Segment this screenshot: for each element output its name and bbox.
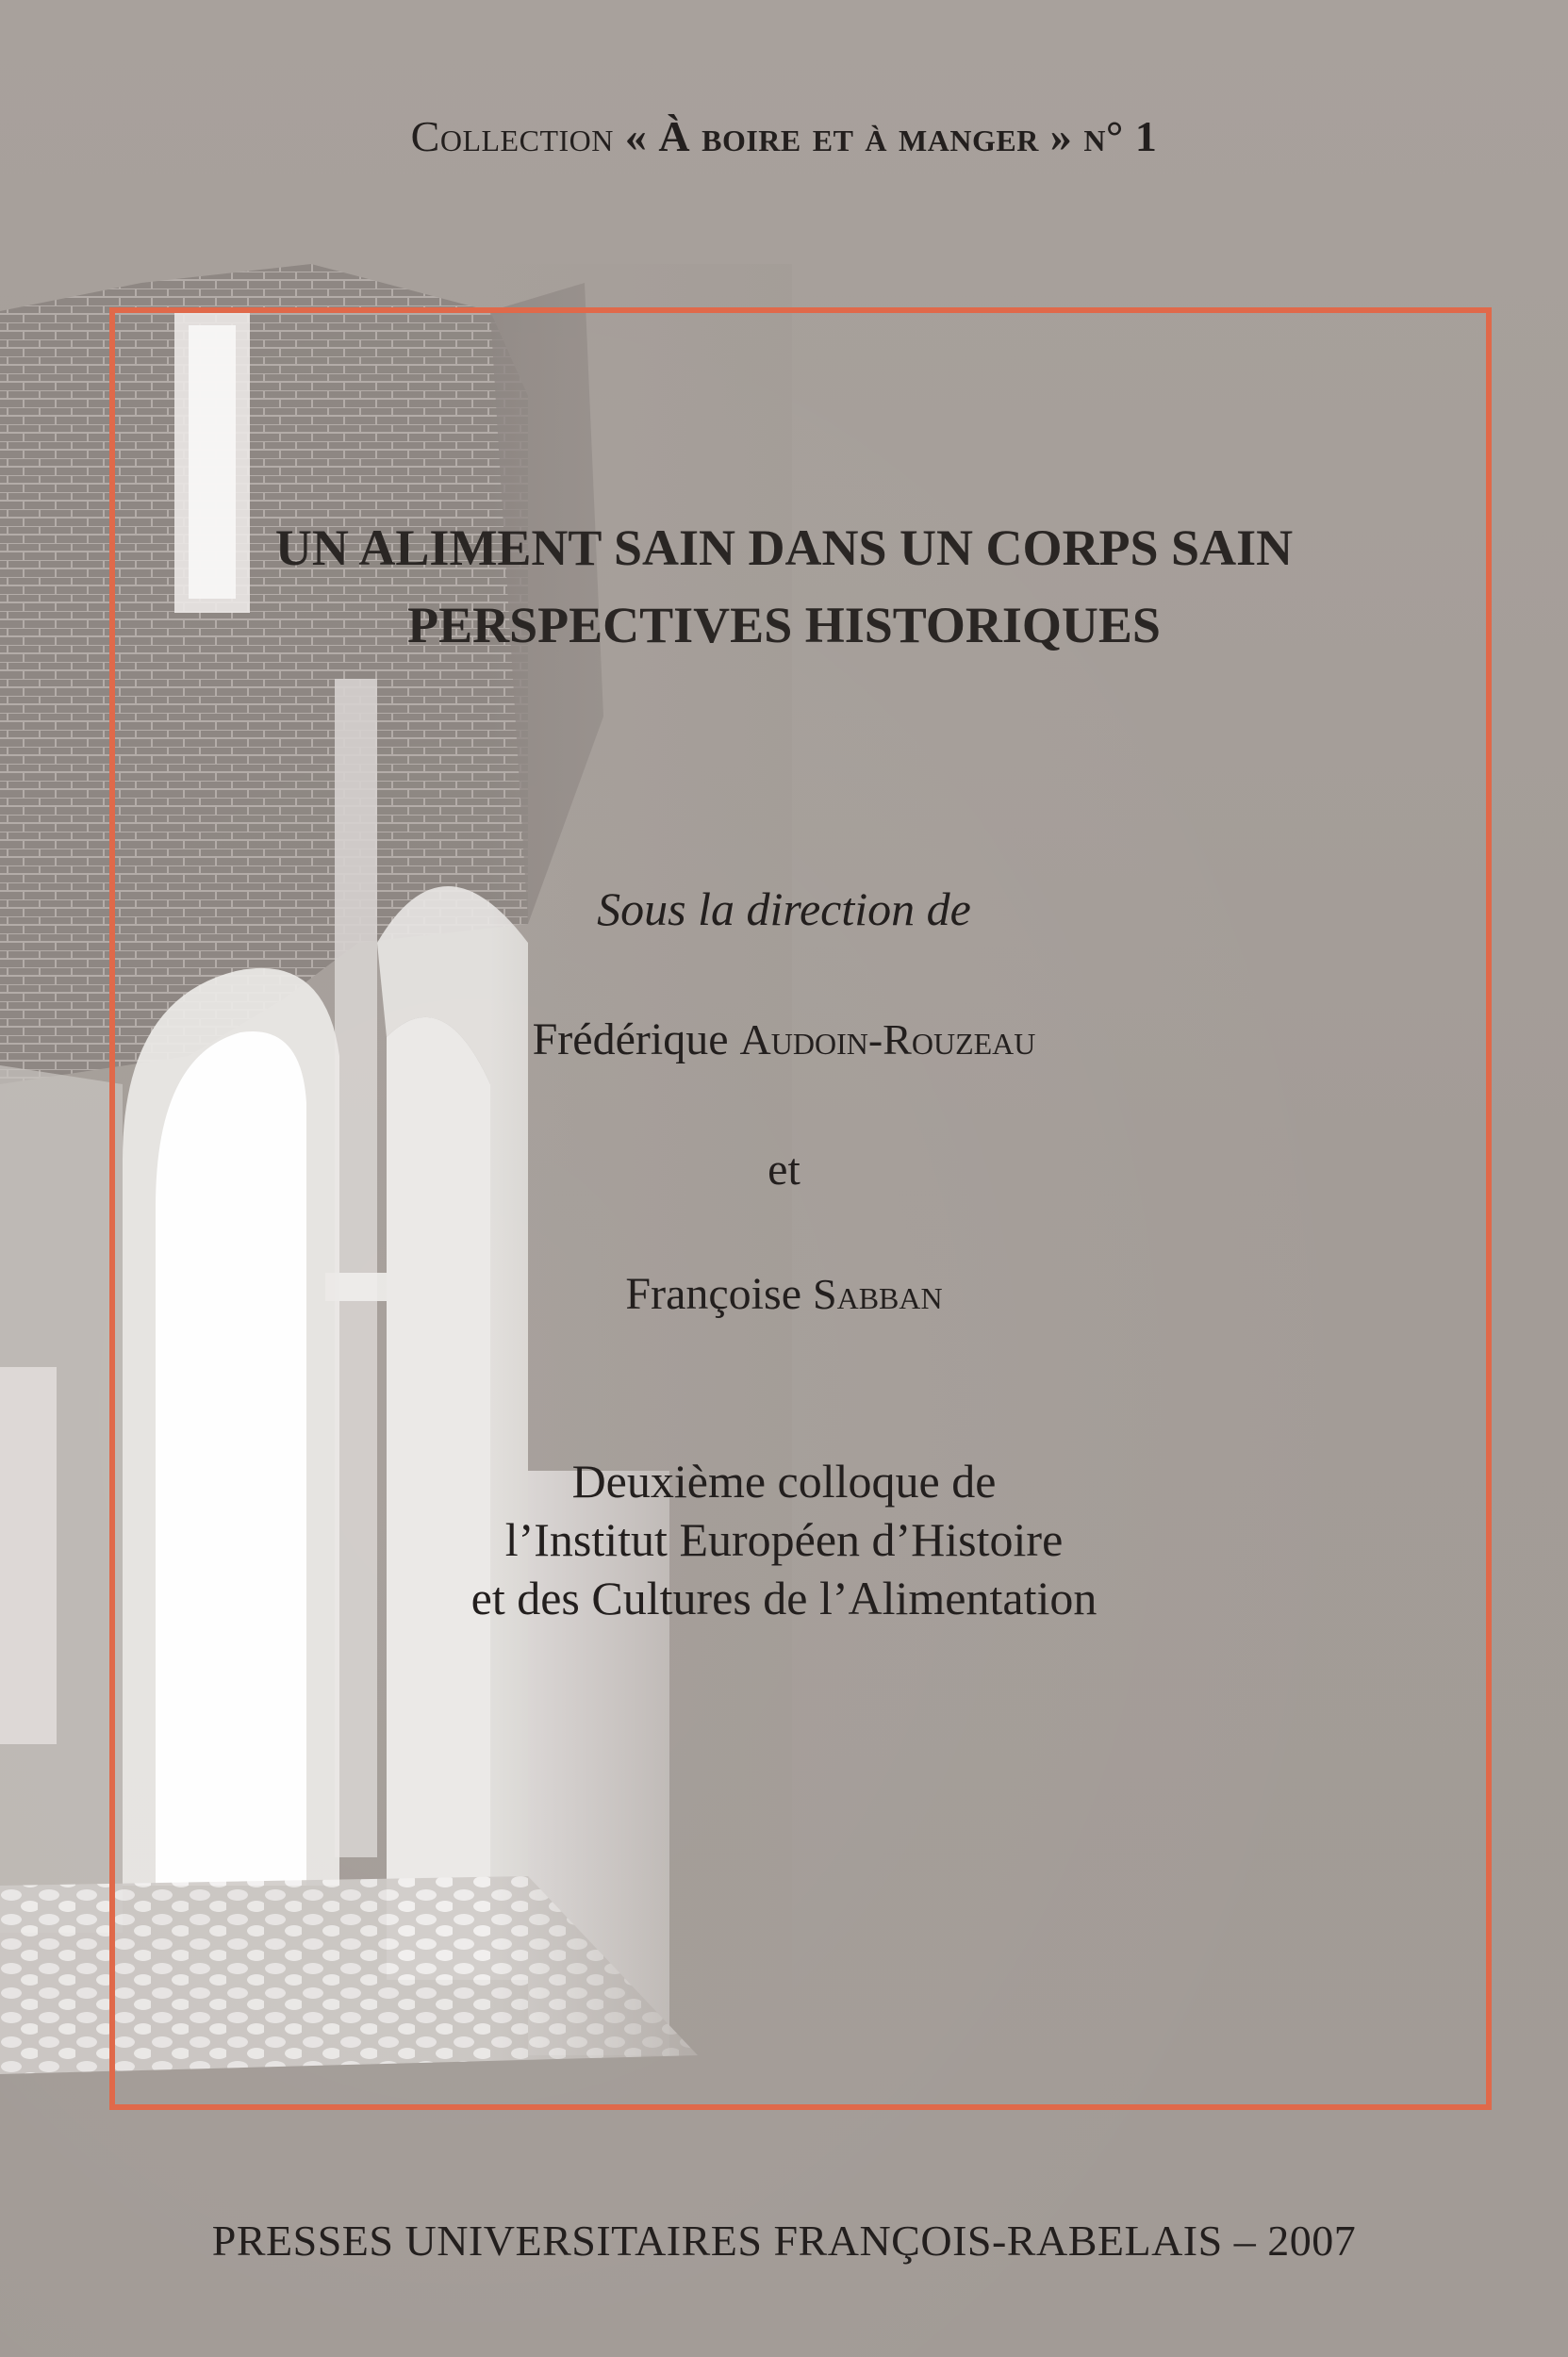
collection-number: n° 1 bbox=[1083, 112, 1158, 160]
editor-1-first-name: Frédérique bbox=[532, 1014, 729, 1064]
editor-1-last-name: Audoin-Rouzeau bbox=[739, 1015, 1036, 1063]
editor-2-last-name: Sabban bbox=[813, 1270, 943, 1318]
collection-series-name: « À boire et à manger » bbox=[624, 112, 1073, 160]
conference-line-1: Deuxième colloque de bbox=[571, 1455, 997, 1508]
collection-series-line bbox=[0, 111, 1568, 161]
editor-1 bbox=[0, 1014, 1568, 1065]
title-line-1: UN ALIMENT SAIN DANS UN CORPS SAIN bbox=[274, 519, 1294, 576]
conference-description bbox=[0, 1452, 1568, 1627]
conference-line-3: et des Cultures de l’Alimentation bbox=[470, 1572, 1098, 1624]
editor-2-first-name: Françoise bbox=[625, 1269, 801, 1319]
conjunction-and: et bbox=[767, 1145, 801, 1195]
collection-prefix: Collection bbox=[410, 112, 614, 160]
conference-line-2: l’Institut Européen d’Histoire bbox=[504, 1513, 1064, 1566]
direction-label: Sous la direction de bbox=[597, 882, 971, 935]
book-title bbox=[0, 509, 1568, 664]
editor-2 bbox=[0, 1268, 1568, 1320]
title-line-2: PERSPECTIVES HISTORIQUES bbox=[407, 597, 1161, 653]
publisher-line: PRESSES UNIVERSITAIRES FRANÇOIS-RABELAIS – 2007 bbox=[211, 2217, 1357, 2265]
